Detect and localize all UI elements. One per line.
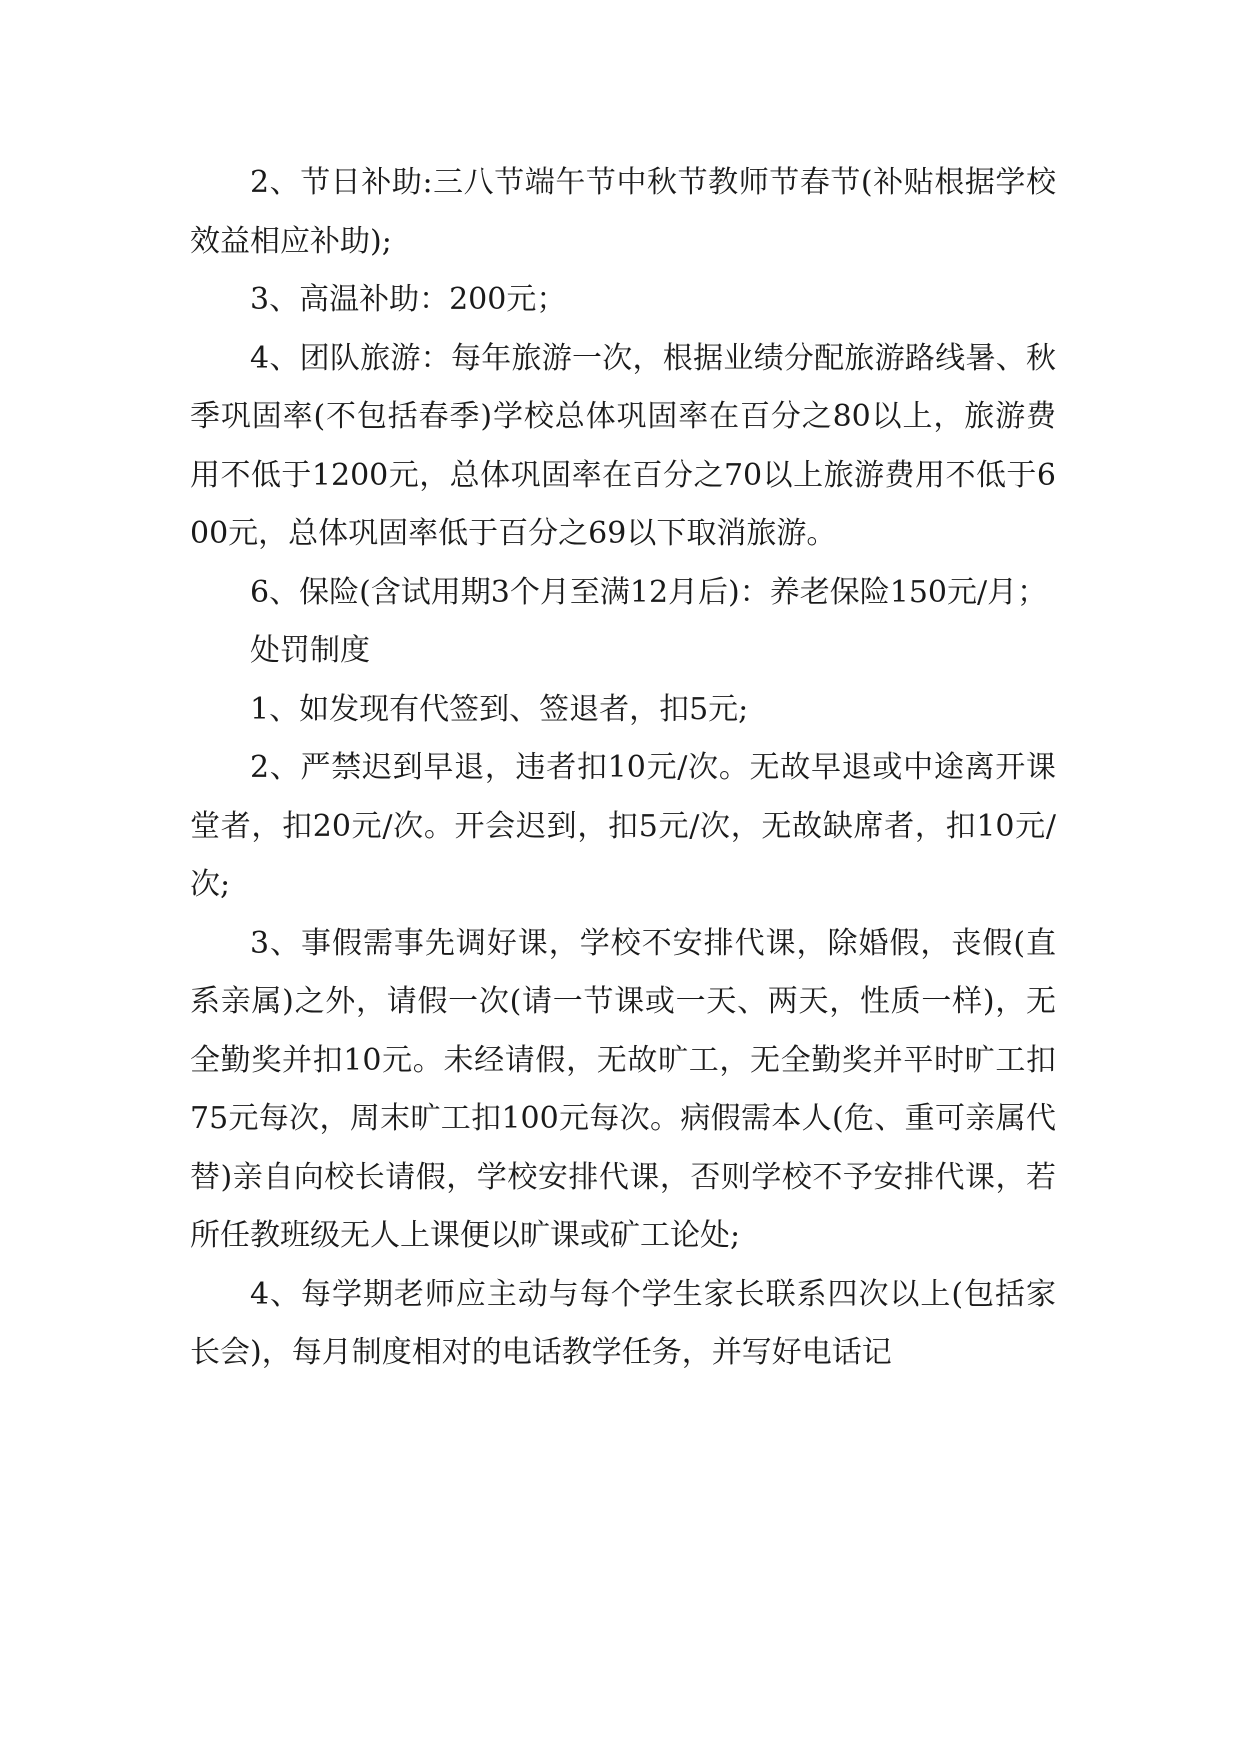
paragraph-penalty-proxy-sign: 1、如发现有代签到、签退者，扣5元;	[250, 691, 749, 727]
paragraph-heat-subsidy: 3、高温补助：200元；	[250, 282, 567, 317]
document-body	[190, 154, 1056, 1383]
paragraph-team-travel: 4、团队旅游：每年旅游一次，根据业绩分配旅游路线暑、秋季巩固率(不包括春季)学校总体巩固率在百分之80以上，旅游费用不低于1200元，总体巩固率在百分之70以上旅游费用不低于600元，总体巩固率低于百分之69以下取消旅游。	[190, 340, 1056, 551]
section-heading-penalty: 处罚制度	[250, 633, 370, 668]
paragraph-insurance: 6、保险(含试用期3个月至满12月后)：养老保险150元/月；	[250, 574, 1048, 610]
paragraph-parent-contact: 4、每学期老师应主动与每个学生家长联系四次以上(包括家长会)，每月制度相对的电话教学任务，并写好电话记	[190, 1276, 1056, 1370]
paragraph-holiday-subsidy: 2、节日补助:三八节端午节中秋节教师节春节(补贴根据学校效益相应补助);	[190, 165, 1056, 259]
paragraph-penalty-late: 2、严禁迟到早退，违者扣10元/次。无故早退或中途离开课堂者，扣20元/次。开会迟到，扣5元/次，无故缺席者，扣10元/次;	[190, 750, 1056, 902]
paragraph-penalty-leave: 3、事假需事先调好课，学校不安排代课，除婚假，丧假(直系亲属)之外，请假一次(请一节课或一天、两天，性质一样)，无全勤奖并扣10元。未经请假，无故旷工，无全勤奖并平时旷工扣75元每次，周末旷工扣100元每次。病假需本人(危、重可亲属代替)亲自向校长请假，学校安排代课，否则学校不予安排代课，若所任教班级无人上课便以旷课或矿工论处;	[190, 925, 1056, 1253]
